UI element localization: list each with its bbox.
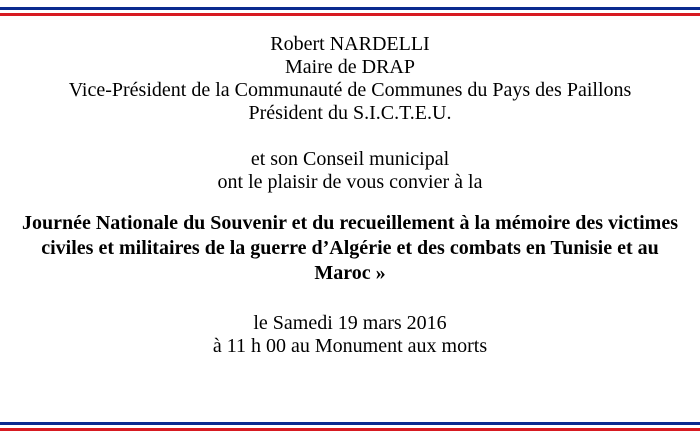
- council-line: et son Conseil municipal: [250, 148, 450, 170]
- spacer: [0, 125, 700, 148]
- event-date: le Samedi 19 mars 2016: [253, 312, 447, 334]
- event-title-line-1: Journée Nationale du Souvenir et du recueillement à la mémoire des victimes: [21, 212, 679, 234]
- bottom-stripe-blue: [0, 422, 700, 425]
- invite-line: ont le plaisir de vous convier à la: [217, 171, 483, 193]
- invitation-card: [0, 33, 700, 358]
- mayor-name: Robert NARDELLI: [270, 33, 430, 55]
- president-title: Président du S.I.C.T.E.U.: [248, 102, 452, 124]
- vice-president-title: Vice-Président de la Communauté de Communes du Pays des Paillons: [68, 79, 632, 101]
- top-stripe-red: [0, 13, 700, 16]
- top-stripe-blue: [0, 7, 700, 10]
- event-time-place: à 11 h 00 au Monument aux morts: [212, 335, 488, 357]
- mayor-title: Maire de DRAP: [285, 56, 415, 78]
- event-title-line-2: civiles et militaires de la guerre d’Algérie et des combats en Tunisie et au: [41, 237, 659, 259]
- event-title: [0, 211, 700, 286]
- event-title-line-3: Maroc »: [314, 262, 386, 284]
- bottom-stripe-red: [0, 428, 700, 431]
- spacer: [0, 286, 700, 312]
